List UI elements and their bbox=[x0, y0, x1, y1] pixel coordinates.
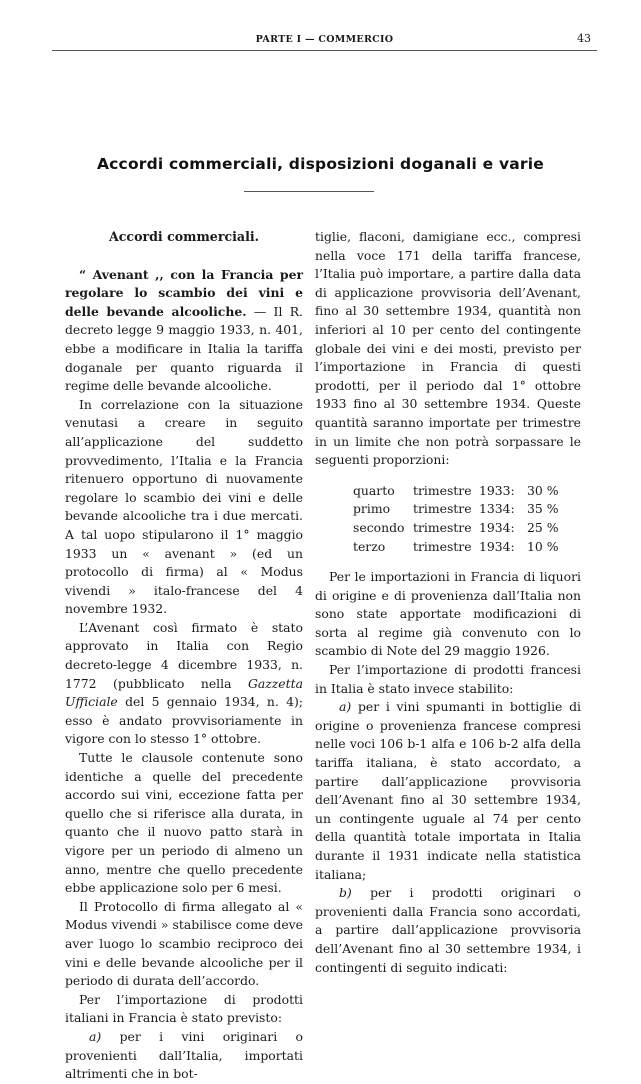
list-item-a bbox=[315, 698, 581, 884]
paragraph-text: del 5 gennaio 1934, n. 4); esso è andato provvisoriamente in vigore con lo stesso 1° ottobre. bbox=[65, 694, 303, 747]
paragraph-avenant bbox=[65, 266, 303, 396]
paragraph: Il Protocollo di firma allegato al « Modus vivendi » stabilisce come deve aver luogo lo scambio reciproco dei vini e delle bevande alcooliche per il periodo di durata dell’accordo. bbox=[65, 898, 303, 989]
right-column bbox=[315, 228, 581, 977]
quota-label: trimestre bbox=[413, 519, 472, 535]
paragraph-lead: “ Avenant ,, con la Francia per regolare lo scambio dei vini e delle bevande alcooliche. bbox=[65, 266, 303, 319]
running-head-title: PARTE I — COMMERCIO bbox=[255, 34, 394, 45]
paragraph: Per l’importazione di prodotti italiani in Francia è stato previsto: bbox=[65, 991, 303, 1026]
page-number: 43 bbox=[577, 32, 591, 45]
quota-row bbox=[353, 538, 558, 557]
quota-row bbox=[353, 482, 558, 501]
list-item-a bbox=[65, 1028, 303, 1084]
list-item-b bbox=[315, 884, 581, 977]
quota-quarter: secondo bbox=[353, 519, 405, 535]
quota-label: trimestre bbox=[413, 482, 472, 498]
paragraph: In correlazione con la situazione venutasi a creare in seguito all’applicazione del suddetto provvedimento, l’Italia e la Francia ritenuero opportuno di nuovamente regolare lo scambio dei vini e delle bevande alcooliche tra i due mercati. A tal uopo stipularono il 1° maggio 1933 un « avenant » (ed un protocollo di firma) al « Modus vivendi » italo-francese del 4 novembre 1932. bbox=[65, 396, 303, 617]
quota-year: 1334: bbox=[479, 501, 515, 517]
quota-year: 1934: bbox=[479, 538, 515, 554]
gazette-title: Gazzetta Ufficiale bbox=[65, 675, 303, 710]
paragraph: Tutte le clausole contenute sono identiche a quelle del precedente accordo sui vini, eccezione fatta per quello che si riferisce alla durata, in quanto che il nuovo patto starà in vigore per un periodo di almeno un anno, mentre che quello precedente ebbe applicazione solo per 6 mesi. bbox=[65, 750, 303, 896]
paragraph-continued: tiglie, flaconi, damigiane ecc., compresi nella voce 171 della tariffa francese, l’Italia può importare, a partire dalla data di applicazione provvisoria dell’Avenant, fino al 30 settembre 1934, quantità non inferiori al 10 per cento del contingente globale dei vini e dei mosti, previsto per l’importazione in Francia di questi prodotti, per il periodo dal 1° ottobre 1933 fino al 30 settembre 1934. Queste quantità saranno importate per trimestre in un limite che non potrà sorpassare le seguenti proporzioni: bbox=[315, 229, 581, 468]
item-text: per i vini originari o provenienti dall’Italia, importati altrimenti che in bot- bbox=[65, 1028, 303, 1082]
quota-percent: 25 % bbox=[527, 519, 559, 535]
quota-row bbox=[353, 519, 558, 538]
item-label: a) bbox=[339, 699, 352, 715]
quota-percent: 30 % bbox=[527, 482, 559, 498]
quota-quarter: primo bbox=[353, 501, 391, 517]
left-column bbox=[65, 228, 303, 1084]
subheading: Accordi commerciali. bbox=[108, 229, 260, 244]
quota-quarter: terzo bbox=[353, 538, 386, 554]
paragraph-text: — Il R. decreto legge 9 maggio 1933, n. 401, ebbe a modificare in Italia la tariffa doganale per quanto riguarda il regime delle bevande alcooliche. bbox=[65, 303, 303, 394]
title-divider bbox=[244, 191, 374, 192]
item-text: per i prodotti originari o provenienti dalla Francia sono accordati, a partire dall’applicazione provvisoria dell’Avenant fino al 30 settembre 1934, i contingenti di seguito indicati: bbox=[315, 885, 581, 975]
quota-percent: 35 % bbox=[527, 501, 559, 517]
quota-label: trimestre bbox=[413, 538, 472, 554]
quota-year: 1933: bbox=[479, 482, 515, 498]
quota-label: trimestre bbox=[413, 501, 472, 517]
quota-percent: 10 % bbox=[527, 538, 559, 554]
item-label: b) bbox=[339, 885, 352, 901]
header-rule bbox=[52, 50, 597, 51]
item-label: a) bbox=[89, 1028, 102, 1044]
section-title: Accordi commerciali, disposizioni doganali e varie bbox=[96, 155, 545, 173]
quota-quarter: quarto bbox=[353, 482, 395, 498]
paragraph-text: L’Avenant così firmato è stato approvato in Italia con Regio decreto-legge 4 dicembre 1933, n. 1772 (pubblicato nella bbox=[65, 619, 303, 691]
quota-table bbox=[353, 482, 558, 556]
paragraph: Per l’importazione di prodotti francesi in Italia è stato invece stabilito: bbox=[315, 662, 581, 696]
quota-year: 1934: bbox=[479, 519, 515, 535]
quota-row bbox=[353, 500, 558, 519]
paragraph bbox=[65, 619, 303, 749]
running-head bbox=[52, 0, 597, 52]
item-text: per i vini spumanti in bottiglie di origine o provenienza francese compresi nelle voci 106 b-1 alfa e 106 b-2 alfa della tariffa italiana, è stato accordato, a partire dall’applicazione provvisoria dell’Avenant fino al 30 settembre 1934, un contingente uguale al 74 per cento della quantità totale importata in Italia durante il 1931 indicate nella statistica italiana; bbox=[315, 699, 581, 882]
paragraph: Per le importazioni in Francia di liquori di origine e di provenienza dall’Italia non sono state apportate modificazioni di sorta al regime già convenuto con lo scambio di Note del 29 maggio 1926. bbox=[315, 569, 581, 659]
